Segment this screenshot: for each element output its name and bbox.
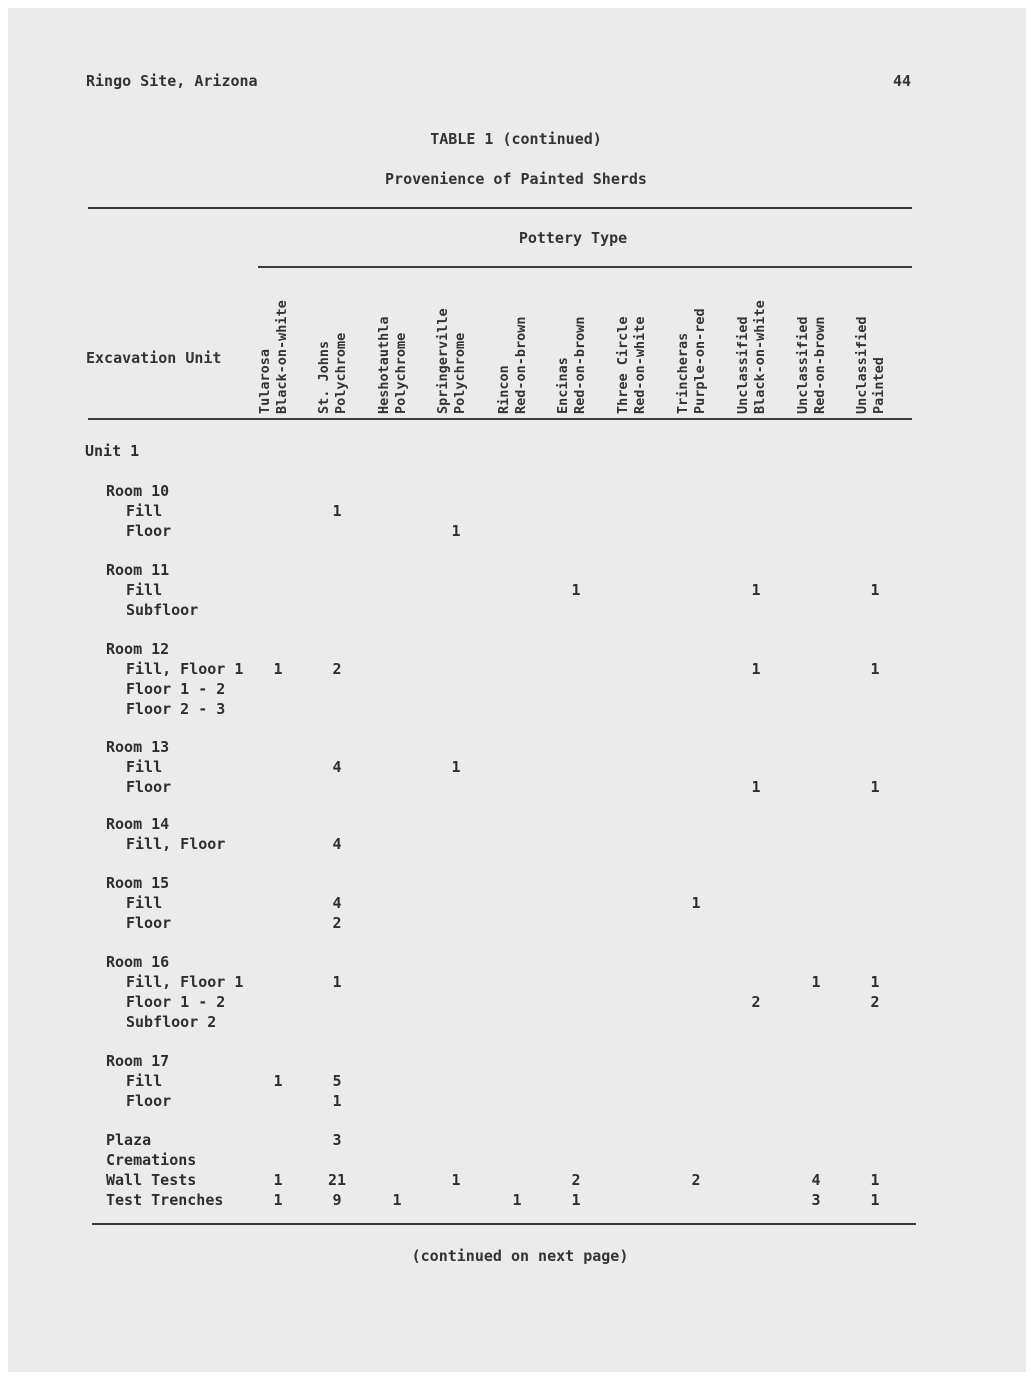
column-header-line: Encinas xyxy=(555,357,571,414)
table-row xyxy=(0,1171,1032,1191)
column-header xyxy=(795,274,829,414)
row-label: Floor xyxy=(126,1092,172,1110)
column-header-line: Black-on-white xyxy=(752,300,768,414)
row-label: Floor xyxy=(126,914,172,932)
table-row xyxy=(0,993,1032,1013)
column-header-line: Red-on-white xyxy=(632,316,648,414)
column-header-label xyxy=(435,274,469,414)
column-header xyxy=(854,274,888,414)
continued-note: (continued on next page) xyxy=(411,1247,629,1265)
table-cell: 1 xyxy=(273,660,283,678)
column-header-label xyxy=(376,274,410,414)
column-header xyxy=(615,274,649,414)
table-row xyxy=(0,482,1032,502)
row-label: Room 10 xyxy=(106,482,170,500)
table-row xyxy=(0,738,1032,758)
column-header-line: Polychrome xyxy=(452,332,468,414)
column-header xyxy=(675,274,709,414)
table-row xyxy=(0,700,1032,720)
table-row xyxy=(0,1013,1032,1033)
table-cell: 2 xyxy=(332,660,342,678)
table-cell: 2 xyxy=(691,1171,701,1189)
table-cell: 4 xyxy=(332,835,342,853)
table-cell: 1 xyxy=(751,660,761,678)
table-cell: 1 xyxy=(811,973,821,991)
row-label: Fill xyxy=(126,1072,163,1090)
table-cell: 1 xyxy=(451,1171,461,1189)
table-cell: 3 xyxy=(811,1191,821,1209)
column-header xyxy=(316,274,350,414)
excavation-unit-header: Excavation Unit xyxy=(86,349,222,367)
row-label: Unit 1 xyxy=(85,442,140,460)
column-header-line: Red-on-brown xyxy=(513,316,529,414)
table-row xyxy=(0,680,1032,700)
column-header-line: Rincon xyxy=(496,365,512,414)
table-cell: 1 xyxy=(392,1191,402,1209)
row-label: Floor 1 - 2 xyxy=(126,993,226,1011)
column-header-line: Trincheras xyxy=(675,332,691,414)
column-header-label xyxy=(496,274,530,414)
table-cell: 1 xyxy=(571,581,581,599)
table-cell: 3 xyxy=(332,1131,342,1149)
column-header-line: Unclassified xyxy=(795,316,811,414)
column-header-line: Red-on-brown xyxy=(572,316,588,414)
table-cell: 1 xyxy=(870,778,880,796)
row-label: Fill xyxy=(126,894,163,912)
table-cell: 1 xyxy=(870,1191,880,1209)
table-cell: 1 xyxy=(512,1191,522,1209)
column-header-label xyxy=(795,274,829,414)
table-cell: 1 xyxy=(273,1191,283,1209)
column-header xyxy=(555,274,589,414)
column-header-label xyxy=(735,274,769,414)
column-header xyxy=(257,274,291,414)
row-label: Fill xyxy=(126,581,163,599)
row-label: Room 13 xyxy=(106,738,170,756)
row-label: Wall Tests xyxy=(106,1171,197,1189)
pottery-type-rule xyxy=(258,266,912,268)
column-header-line: Black-on-white xyxy=(274,300,290,414)
table-cell: 1 xyxy=(870,1171,880,1189)
table-cell: 2 xyxy=(870,993,880,1011)
table-row xyxy=(0,1072,1032,1092)
column-header-line: Unclassified xyxy=(735,316,751,414)
column-header-label xyxy=(257,274,291,414)
table-row xyxy=(0,581,1032,601)
column-header-label xyxy=(675,274,709,414)
table-cell: 4 xyxy=(332,894,342,912)
table-cell: 1 xyxy=(451,522,461,540)
table-cell: 4 xyxy=(811,1171,821,1189)
header-bottom-rule xyxy=(88,418,912,420)
row-label: Floor 2 - 3 xyxy=(126,700,226,718)
table-cell: 4 xyxy=(332,758,342,776)
table-cell: 1 xyxy=(870,973,880,991)
table-row xyxy=(0,442,1032,462)
table-row xyxy=(0,601,1032,621)
table-cell: 1 xyxy=(332,973,342,991)
row-label: Fill xyxy=(126,758,163,776)
row-label: Floor xyxy=(126,778,172,796)
column-header-line: Purple-on-red xyxy=(692,308,708,414)
column-header-line: Tularosa xyxy=(257,348,273,414)
table-cell: 1 xyxy=(870,581,880,599)
table-row xyxy=(0,874,1032,894)
column-header-line: St. Johns xyxy=(316,340,332,414)
table-cell: 1 xyxy=(751,778,761,796)
row-label: Fill, Floor xyxy=(126,835,226,853)
table-cell: 1 xyxy=(870,660,880,678)
table-cell: 2 xyxy=(751,993,761,1011)
row-label: Room 15 xyxy=(106,874,170,892)
page-number: 44 xyxy=(893,72,912,90)
column-header-line: Springerville xyxy=(435,308,451,414)
table-row xyxy=(0,1191,1032,1211)
table-subtitle: Provenience of Painted Sherds xyxy=(385,170,647,188)
table-row xyxy=(0,1151,1032,1171)
table-row xyxy=(0,835,1032,855)
table-row xyxy=(0,561,1032,581)
table-cell: 21 xyxy=(327,1171,347,1189)
table-row xyxy=(0,758,1032,778)
table-title: TABLE 1 (continued) xyxy=(430,130,602,148)
bottom-rule xyxy=(92,1223,916,1225)
table-cell: 5 xyxy=(332,1072,342,1090)
table-row xyxy=(0,1131,1032,1151)
table-row xyxy=(0,502,1032,522)
column-header-line: Polychrome xyxy=(393,332,409,414)
column-header xyxy=(376,274,410,414)
table-cell: 1 xyxy=(691,894,701,912)
column-header-line: Painted xyxy=(871,357,887,414)
row-label: Subfloor xyxy=(126,601,199,619)
column-header-line: Heshotauthla xyxy=(376,316,392,414)
table-cell: 1 xyxy=(273,1072,283,1090)
row-label: Floor 1 - 2 xyxy=(126,680,226,698)
row-label: Room 16 xyxy=(106,953,170,971)
table-row xyxy=(0,894,1032,914)
table-cell: 1 xyxy=(751,581,761,599)
table-row xyxy=(0,815,1032,835)
row-label: Room 12 xyxy=(106,640,170,658)
column-header xyxy=(735,274,769,414)
table-cell: 2 xyxy=(571,1171,581,1189)
row-label: Test Trenches xyxy=(106,1191,224,1209)
pottery-type-header: Pottery Type xyxy=(518,229,628,247)
table-row xyxy=(0,973,1032,993)
table-cell: 1 xyxy=(332,502,342,520)
row-label: Fill xyxy=(126,502,163,520)
table-row xyxy=(0,914,1032,934)
table-row xyxy=(0,953,1032,973)
row-label: Subfloor 2 xyxy=(126,1013,217,1031)
row-label: Floor xyxy=(126,522,172,540)
column-header-label xyxy=(316,274,350,414)
table-row xyxy=(0,660,1032,680)
table-row xyxy=(0,778,1032,798)
table-row xyxy=(0,522,1032,542)
table-cell: 1 xyxy=(273,1171,283,1189)
row-label: Cremations xyxy=(106,1151,197,1169)
column-header-label xyxy=(854,274,888,414)
row-label: Plaza xyxy=(106,1131,152,1149)
column-header xyxy=(435,274,469,414)
row-label: Room 14 xyxy=(106,815,170,833)
column-header-line: Unclassified xyxy=(854,316,870,414)
table-row xyxy=(0,1092,1032,1112)
table-cell: 1 xyxy=(571,1191,581,1209)
row-label: Fill, Floor 1 xyxy=(126,973,244,991)
column-header-line: Polychrome xyxy=(333,332,349,414)
top-rule xyxy=(88,207,912,209)
column-header-line: Three Circle xyxy=(615,316,631,414)
table-row xyxy=(0,640,1032,660)
table-cell: 1 xyxy=(451,758,461,776)
row-label: Fill, Floor 1 xyxy=(126,660,244,678)
running-header-title: Ringo Site, Arizona xyxy=(86,72,258,90)
column-header-line: Red-on-brown xyxy=(812,316,828,414)
table-row xyxy=(0,1052,1032,1072)
table-cell: 2 xyxy=(332,914,342,932)
row-label: Room 17 xyxy=(106,1052,170,1070)
table-cell: 9 xyxy=(332,1191,342,1209)
table-cell: 1 xyxy=(332,1092,342,1110)
column-header xyxy=(496,274,530,414)
column-header-label xyxy=(615,274,649,414)
row-label: Room 11 xyxy=(106,561,170,579)
column-header-label xyxy=(555,274,589,414)
